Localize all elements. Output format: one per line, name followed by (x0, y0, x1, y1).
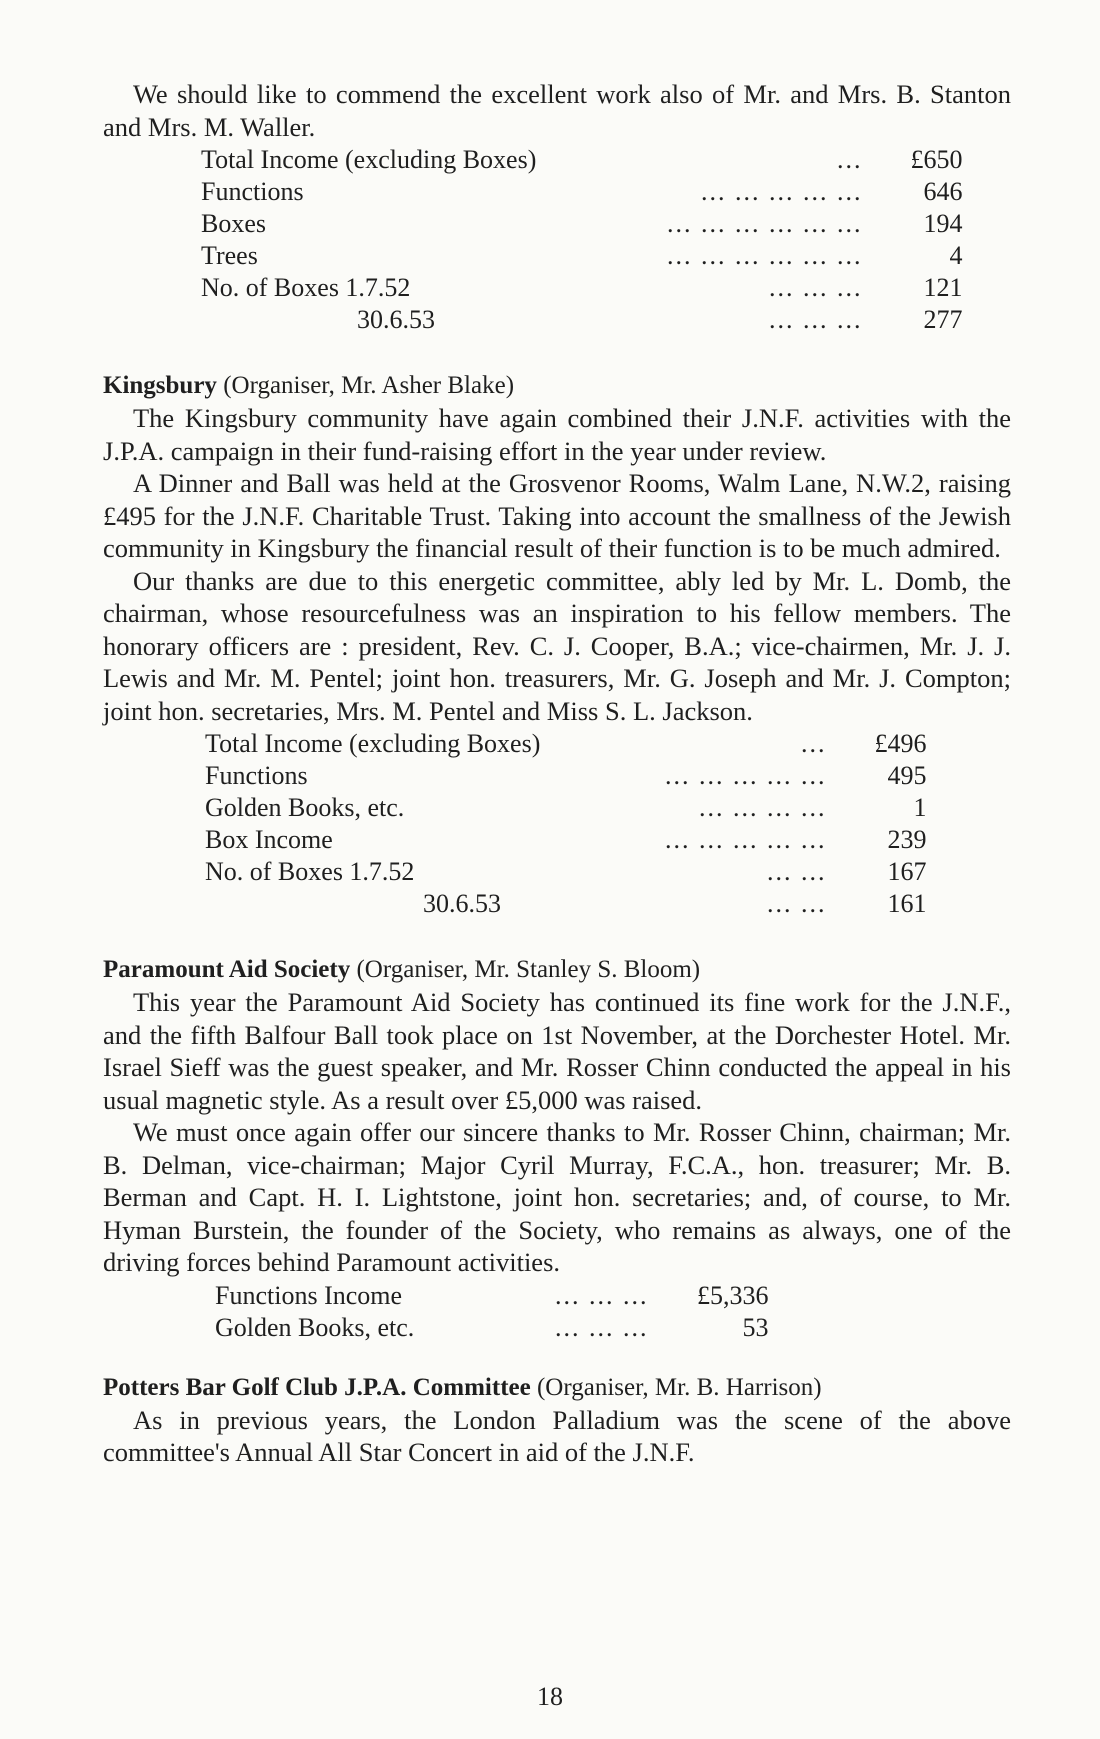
paramount-heading (103, 954, 1011, 986)
stat-dots: ... ... ... (769, 273, 863, 302)
stat-dots: ... ... ... ... ... (665, 761, 827, 790)
section-gap (103, 1344, 1011, 1372)
stat-row (215, 1280, 769, 1312)
stat-label: Boxes (201, 209, 266, 238)
stat-value: 277 (923, 305, 963, 334)
heading-org-name: Potters Bar Golf Club J.P.A. Committee (103, 1373, 531, 1401)
stat-row (205, 888, 927, 920)
heading-org-name: Paramount Aid Society (103, 956, 351, 983)
potters-bar-heading (103, 1372, 1011, 1404)
stat-value: 53 (742, 1312, 769, 1342)
stat-row (201, 176, 963, 208)
paramount-stats-table (215, 1280, 769, 1344)
stat-row (205, 728, 927, 760)
stat-row (205, 856, 927, 888)
heading-organiser: (Organiser, Mr. Stanley S. Bloom) (350, 956, 701, 983)
stat-dots: ... ... ... ... ... (701, 177, 863, 206)
stat-row (201, 144, 963, 176)
stat-dots: ... (801, 729, 827, 758)
stat-row (201, 240, 963, 272)
stat-dots: ... ... ... ... ... ... (667, 241, 863, 270)
section-gap (103, 920, 1011, 954)
heading-org-name: Kingsbury (103, 372, 217, 399)
stat-dots: ... ... (767, 857, 827, 886)
stat-label: Functions (205, 761, 308, 790)
stat-row (215, 1312, 769, 1344)
stat-label: Functions Income (215, 1280, 403, 1310)
stat-dots: ... ... ... ... (699, 793, 827, 822)
page-number: 18 (537, 1682, 563, 1711)
stat-label: Box Income (205, 825, 333, 854)
stat-value: 495 (887, 761, 927, 790)
stat-row (205, 824, 927, 856)
section-gap (103, 336, 1011, 370)
kingsbury-paragraph: A Dinner and Ball was held at the Grosvenor Rooms, Walm Lane, N.W.2, raising £495 for the J.N.F. Charitable Trust. Taking into account the smallness of the Jewish community in Kingsbury the financial result of their function is to be much admired. (103, 468, 1011, 563)
stat-dots: ... ... (767, 889, 827, 918)
heading-organiser: (Organiser, Mr. B. Harrison) (530, 1373, 822, 1401)
heading-organiser: (Organiser, Mr. Asher Blake) (216, 372, 515, 399)
stat-label: No. of Boxes 1.7.52 (201, 273, 411, 302)
stat-dots: ... (837, 145, 863, 174)
intro-paragraph: We should like to commend the excellent work also of Mr. and Mrs. B. Stanton and Mrs. M. Waller. (103, 79, 1011, 142)
intro-stats-table (201, 144, 963, 336)
stat-dots: ... ... ... (555, 1280, 649, 1310)
stat-label: Trees (201, 241, 258, 270)
stat-value: 4 (949, 241, 963, 270)
stat-dots: ... ... ... (555, 1312, 649, 1342)
kingsbury-heading (103, 370, 1011, 402)
stat-label: No. of Boxes 1.7.52 (205, 857, 415, 886)
stat-value: 646 (923, 177, 963, 206)
stat-row (201, 272, 963, 304)
page-content (103, 78, 1011, 1469)
stat-label: Golden Books, etc. (205, 793, 405, 822)
stat-dots: ... ... ... ... ... (665, 825, 827, 854)
paramount-paragraph: We must once again offer our sincere thanks to Mr. Rosser Chinn, chairman; Mr. B. Delman, vice-chairman; Major Cyril Murray, F.C.A., hon. treasurer; Mr. B. Berman and Capt. H. I. Lightstone, joint hon. secretaries; and, of course, to Mr. Hyman Burstein, the founder of the Society, who remains as always, one of the driving forces behind Paramount activities. (103, 1117, 1011, 1277)
stat-dots: ... ... ... ... ... ... (667, 209, 863, 238)
kingsbury-paragraph: The Kingsbury community have again combined their J.N.F. activities with the J.P.A. campaign in their fund-raising effort in the year under review. (103, 403, 1011, 466)
stat-dots: ... ... ... (769, 305, 863, 334)
potters-bar-paragraph: As in previous years, the London Palladium was the scene of the above committee's Annual All Star Concert in aid of the J.N.F. (103, 1404, 1011, 1467)
stat-value: 239 (887, 825, 927, 854)
stat-value: 167 (887, 857, 927, 886)
stat-value: £496 (874, 729, 927, 758)
kingsbury-stats-table (205, 728, 927, 920)
stat-label: Total Income (excluding Boxes) (205, 729, 541, 758)
stat-label: 30.6.53 (357, 305, 435, 334)
paramount-paragraph: This year the Paramount Aid Society has continued its fine work for the J.N.F., and the fifth Balfour Ball took place on 1st November, at the Dorchester Hotel. Mr. Israel Sieff was the guest speaker, and Mr. Rosser Chinn conducted the appeal in his usual magnetic style. As a result over £5,000 was raised. (103, 987, 1011, 1115)
stat-label: 30.6.53 (423, 889, 501, 918)
stat-value: 161 (887, 889, 927, 918)
kingsbury-paragraph: Our thanks are due to this energetic committee, ably led by Mr. L. Domb, the chairman, whose resourcefulness was an inspiration to his fellow members. The honorary officers are : president, Rev. C. J. Cooper, B.A.; vice-chairmen, Mr. J. J. Lewis and Mr. M. Pentel; joint hon. treasurers, Mr. G. Joseph and Mr. J. Compton; joint hon. secretaries, Mrs. M. Pentel and Miss S. L. Jackson. (103, 565, 1011, 726)
stat-row (205, 792, 927, 824)
stat-row (201, 304, 963, 336)
stat-value: 194 (923, 209, 963, 238)
stat-label: Total Income (excluding Boxes) (201, 145, 537, 174)
stat-row (205, 760, 927, 792)
stat-value: £650 (910, 145, 963, 174)
stat-value: 1 (913, 793, 927, 822)
stat-value: £5,336 (697, 1280, 769, 1310)
stat-label: Functions (201, 177, 304, 206)
stat-row (201, 208, 963, 240)
stat-value: 121 (923, 273, 963, 302)
stat-label: Golden Books, etc. (215, 1312, 415, 1342)
